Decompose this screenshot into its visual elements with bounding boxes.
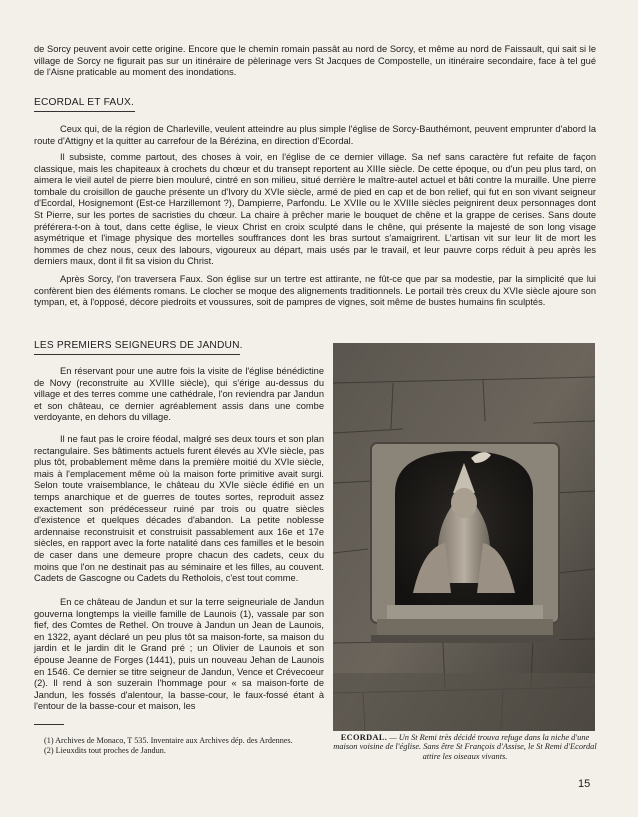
jandun-paragraph-1: En réservant pour une autre fois la visite de l'église bénédictine de Novy (reconstruite au XVIIIe siècle), qui s'érige au-dessus du village et des terres comme une cathédrale, l'on reviendra par Jandun et son château, ce dernier agréablement assis dans une combe verdoyante, en dehors du village. bbox=[34, 366, 324, 423]
footnotes bbox=[34, 736, 324, 755]
heading-rule bbox=[34, 354, 240, 355]
footnote-2: (2) Lieuxdits tout proches de Jandun. bbox=[44, 745, 166, 755]
faux-paragraph: Après Sorcy, l'on traversera Faux. Son église sur un tertre est attirante, ne fût-ce que par sa modestie, par la simplicité que lui confèrent bien des éléments romans. Le clocher se moque des alignements traditionnels. Le portail très creux du XVIe siècle ajoure son tympan, et, à l'opposé, décore piedroits et voussures, soit de pampres de vignes, soit même de bustes humains fin sculptés. bbox=[34, 274, 596, 308]
footnote-rule bbox=[34, 724, 64, 725]
photo-caption bbox=[333, 733, 597, 761]
heading-rule bbox=[34, 111, 135, 112]
photo-st-remi-statue bbox=[333, 343, 595, 731]
ecordal-paragraph-1: Ceux qui, de la région de Charleville, veulent atteindre au plus simple l'église de Sorcy-Bauthémont, peuvent emprunter d'abord la route d'Attigny et la quitter au carrefour de la Bérézina, en direction d'Ecordal. bbox=[34, 124, 596, 146]
caption-text: — Un St Remi très décidé trouva refuge dans la niche d'une maison voisine de l'église. Sans être St François d'Assise, le St Remi d'Ecordal attire les oiseaux vivants. bbox=[333, 733, 597, 761]
caption-lead: ECORDAL. bbox=[340, 733, 388, 742]
jandun-paragraph-2: Il ne faut pas le croire féodal, malgré ses deux tours et son plan rectangulaire. Ses bâtiments actuels furent élevés au XVIe siècle, pas plus tôt, probablement même dans la première moitié du XVIe siècle, mais à l'emplacement même où la maison forte primitive avait surgi. Selon toute vraisemblance, le château du XVIe siècle édifié en un temps anarchique et de guerres de toutes sortes, reproduit assez exactement son prédécesseur ruiné par trois ou quatre siècles d'existence et quelques décades d'abandon. La petite noblesse ardennaise reconstruisit et construisit passablement aux 16e et 17e siècles, en rapport avec la forte natalité dans ces familles et le besoin de caser dans une demeure propre chacun des cadets, ceux du moins que l'on ne destinait pas au séminaire et les filles, au couvent. Cadets de Gascogne ou Cadets du Retholois, c'est tout comme. bbox=[34, 434, 324, 584]
section-heading-ecordal: ECORDAL ET FAUX. bbox=[34, 97, 135, 108]
intro-paragraph: de Sorcy peuvent avoir cette origine. Encore que le chemin romain passât au nord de Sorcy, et même au nord de Faissault, qui sait si le village de Sorcy ne figurait pas sur un itinéraire de pèlerinage vers St Jacques de Compostelle, un itinéraire secondaire, face à tel gué de l'Aisne praticable au moment des inondations. bbox=[34, 44, 596, 78]
photo-illustration bbox=[333, 343, 595, 731]
jandun-paragraph-3: En ce château de Jandun et sur la terre seigneuriale de Jandun gouverna longtemps la vieille famille de Launois (1), vassale par son fief, des Comtes de Rethel. On trouve à Jandun un Jean de Launois, en 1322, ayant déclaré un peu plus tôt sa maison-forte, sa maison du jardin et le jardin dit le Grand pré ; un Olivier de Launois et son épouse Jeanne de Forges (1441), puis un nouveau Jehan de Launois en 1546. Ce dernier se titre seigneur de Jandun, Vence et Crévecoeur (2). Il rend à son suzerain l'hommage pour « sa maison-forte de Jandun, les fossés d'alentour, la basse-cour, le faux-fossé étant à l'entour de la basse-cour et maison, les bbox=[34, 597, 324, 712]
section-heading-jandun: LES PREMIERS SEIGNEURS DE JANDUN. bbox=[34, 340, 243, 351]
footnote-1: (1) Archives de Monaco, T 535. Inventaire aux Archives dép. des Ardennes. bbox=[44, 736, 293, 745]
ecordal-paragraph-2: Il subsiste, comme partout, des choses à voir, en l'église de ce dernier village. Sa nef sans caractère fut refaite de façon classique, mais les chapiteaux à crochets du chœur et du transept reportent au XIIIe siècle. De cette époque, ou d'un peu plus tard, on aimera le vieil autel de pierre bien mouluré, cintré en son milieu, situé derrière le maître-autel actuel et bâti contre la muraille. Une pierre tombale du croisillon de gauche présente un d'Ivory du XVIe siècle, armé de pied en cap et de bon relief, qui fut en son vivant seigneur d'Ecordal, Hosignemont (Est-ce Harzillemont ?), Dampierre, Parfondu. Le XVIIe ou le XVIIIe siècles peignirent deux personnages dont St Pierre, sur les portes de sacristies du chœur. La chaire à prêcher marie le bouquet de chêne et la grappe de cerises. Sans doute préférera-t-on à tout, dans cette église, le vieux Christ en croix sculpté dans le chêne, qui présente la majesté de son long visage asymétrique et l'image physique des mortelles souffrances dont les bras surtout s'amaigrirent. L'artisan vit sur leur lit de mort les hommes de chez nous, ceux des labours, vigoureux au départ, mais usés par le travail, et leur pauvre corps réduit à peu après les derniers maux, dont il fit sa vision du Christ. bbox=[34, 152, 596, 267]
page-number: 15 bbox=[578, 778, 591, 790]
